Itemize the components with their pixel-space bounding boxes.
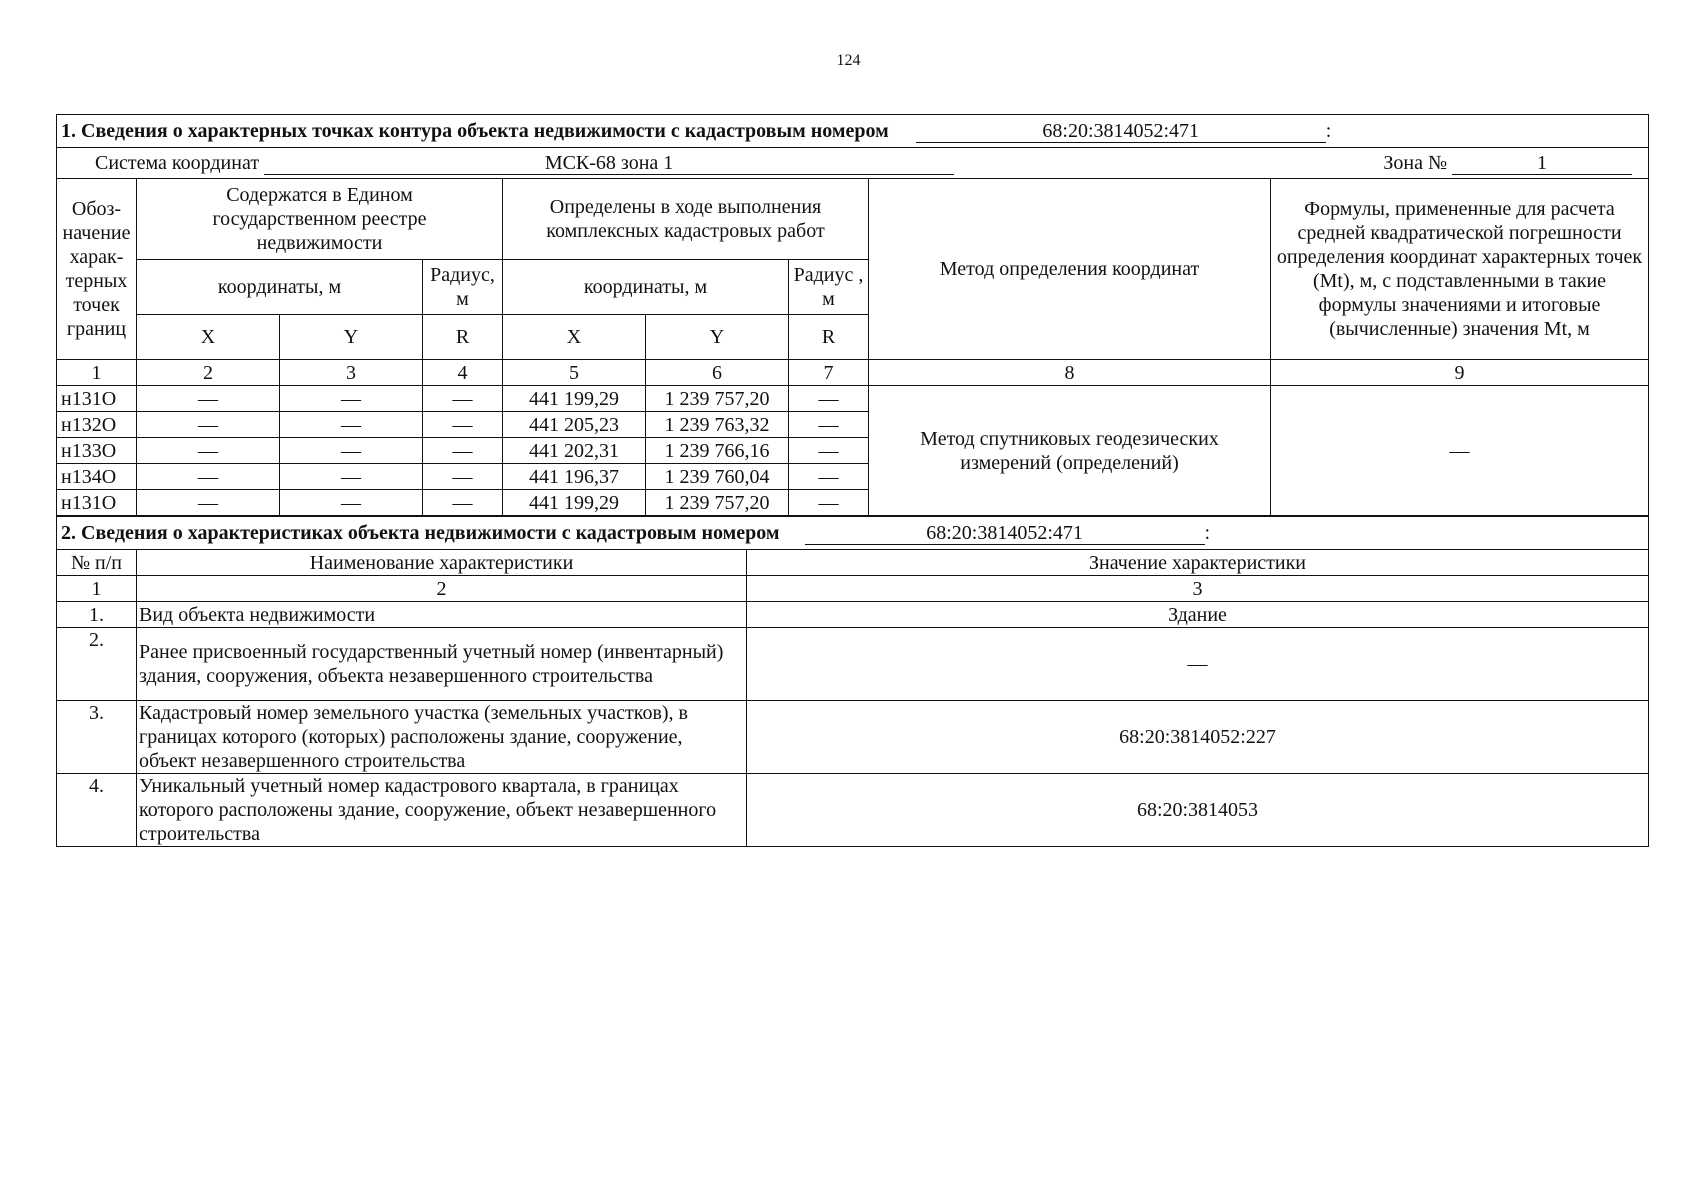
col-number: 7 — [789, 360, 869, 386]
col-number: 4 — [423, 360, 503, 386]
point-x-egrn: — — [137, 386, 280, 412]
zone-value: 1 — [1452, 152, 1632, 175]
point-x: 441 196,37 — [503, 464, 646, 490]
point-name: н132О — [57, 412, 137, 438]
point-x: 441 202,31 — [503, 438, 646, 464]
point-name: н134О — [57, 464, 137, 490]
points-table — [56, 114, 1649, 516]
point-r-egrn: — — [423, 412, 503, 438]
point-y-egrn: — — [280, 464, 423, 490]
point-name: н131О — [57, 490, 137, 516]
section2-title: 2. Сведения о характеристиках объекта недвижимости с кадастровым номером — [61, 522, 780, 544]
point-y: 1 239 766,16 — [646, 438, 789, 464]
char-name: Вид объекта недвижимости — [137, 602, 747, 628]
point-y-egrn: — — [280, 412, 423, 438]
col-number: 3 — [280, 360, 423, 386]
point-x: 441 205,23 — [503, 412, 646, 438]
section2-cadastral-number: 68:20:3814052:471 — [805, 522, 1205, 545]
char-num: 2. — [57, 628, 137, 701]
char-name: Ранее присвоенный государственный учетный номер (инвентарный) здания, сооружения, объекта незавершенного строительства — [137, 628, 747, 701]
zone-label: Зона № — [1383, 152, 1448, 174]
col-number: 2 — [137, 576, 747, 602]
point-r-egrn: — — [423, 438, 503, 464]
point-x-egrn: — — [137, 464, 280, 490]
point-x-egrn: — — [137, 490, 280, 516]
point-name: н133О — [57, 438, 137, 464]
header-x-complex: X — [503, 315, 646, 360]
header-coords-complex: координаты, м — [503, 260, 789, 315]
col-number: 1 — [57, 576, 137, 602]
section1-colon: : — [1325, 120, 1332, 142]
header-method: Метод определения координат — [869, 179, 1271, 360]
point-x-egrn: — — [137, 412, 280, 438]
point-r: — — [789, 412, 869, 438]
header-r-egrn: R — [423, 315, 503, 360]
header-x-egrn: X — [137, 315, 280, 360]
section2-title-row — [57, 517, 1649, 550]
col-number: 1 — [57, 360, 137, 386]
method-value: Метод спутниковых геодезических измерений (определений) — [869, 386, 1271, 516]
point-row — [57, 386, 1649, 412]
point-name: н131О — [57, 386, 137, 412]
char-num: 1. — [57, 602, 137, 628]
col-number: 3 — [747, 576, 1649, 602]
char-value: 68:20:3814052:227 — [747, 701, 1649, 774]
point-y-egrn: — — [280, 438, 423, 464]
point-y: 1 239 763,32 — [646, 412, 789, 438]
point-r-egrn: — — [423, 490, 503, 516]
col-number: 2 — [137, 360, 280, 386]
col-number: 6 — [646, 360, 789, 386]
char-value: Здание — [747, 602, 1649, 628]
char-name: Уникальный учетный номер кадастрового квартала, в границах которого расположены здание, сооружение, объект незавершенного строительства — [137, 774, 747, 847]
section1-title-row — [57, 115, 1649, 148]
header-coords-egrn: координаты, м — [137, 260, 423, 315]
point-r: — — [789, 464, 869, 490]
characteristic-row — [57, 628, 1649, 701]
col-number: 5 — [503, 360, 646, 386]
point-x: 441 199,29 — [503, 490, 646, 516]
header-char-value: Значение характеристики — [747, 550, 1649, 576]
point-r: — — [789, 386, 869, 412]
coord-system-value: МСК-68 зона 1 — [264, 152, 954, 175]
header-complex: Определены в ходе выполнения комплексных кадастровых работ — [503, 179, 869, 260]
section2-colon: : — [1204, 522, 1211, 544]
header-y-egrn: Y — [280, 315, 423, 360]
point-y: 1 239 757,20 — [646, 490, 789, 516]
page-number: 124 — [836, 52, 861, 69]
coord-system-label: Система координат — [95, 152, 260, 174]
char-num: 3. — [57, 701, 137, 774]
point-r-egrn: — — [423, 464, 503, 490]
char-name: Кадастровый номер земельного участка (земельных участков), в границах которого (которых) расположены здание, сооружение, объект незавершенного строительства — [137, 701, 747, 774]
header-y-complex: Y — [646, 315, 789, 360]
header-radius-egrn: Радиус, м — [423, 260, 503, 315]
col-number: 8 — [869, 360, 1271, 386]
header-char-name: Наименование характеристики — [137, 550, 747, 576]
point-r: — — [789, 490, 869, 516]
characteristics-table — [56, 516, 1649, 847]
point-y-egrn: — — [280, 490, 423, 516]
header-num: № п/п — [57, 550, 137, 576]
header-r-complex: R — [789, 315, 869, 360]
header-designation: Обоз-начение харак-терных точек границ — [57, 179, 137, 360]
char-num: 4. — [57, 774, 137, 847]
point-y: 1 239 757,20 — [646, 386, 789, 412]
point-r-egrn: — — [423, 386, 503, 412]
formulas-value: — — [1271, 386, 1649, 516]
point-x-egrn: — — [137, 438, 280, 464]
header-radius-complex: Радиус , м — [789, 260, 869, 315]
coord-system-row — [57, 148, 1649, 179]
section1-title: 1. Сведения о характерных точках контура объекта недвижимости с кадастровым номером — [61, 120, 889, 142]
point-y-egrn: — — [280, 386, 423, 412]
char-value: 68:20:3814053 — [747, 774, 1649, 847]
cadastral-sheet — [56, 114, 1648, 847]
point-r: — — [789, 438, 869, 464]
header-formulas: Формулы, примененные для расчета средней квадратической погрешности определения координат характерных точек (Mt), м, с подставленными в такие формулы значениями и итоговые (вычисленные) значения Mt, м — [1271, 179, 1649, 360]
header-egrn: Содержатся в Едином государственном реестре недвижимости — [137, 179, 503, 260]
point-y: 1 239 760,04 — [646, 464, 789, 490]
characteristic-row — [57, 701, 1649, 774]
col-number: 9 — [1271, 360, 1649, 386]
char-value: — — [747, 628, 1649, 701]
point-x: 441 199,29 — [503, 386, 646, 412]
characteristic-row — [57, 602, 1649, 628]
characteristic-row — [57, 774, 1649, 847]
section1-cadastral-number: 68:20:3814052:471 — [916, 120, 1326, 143]
